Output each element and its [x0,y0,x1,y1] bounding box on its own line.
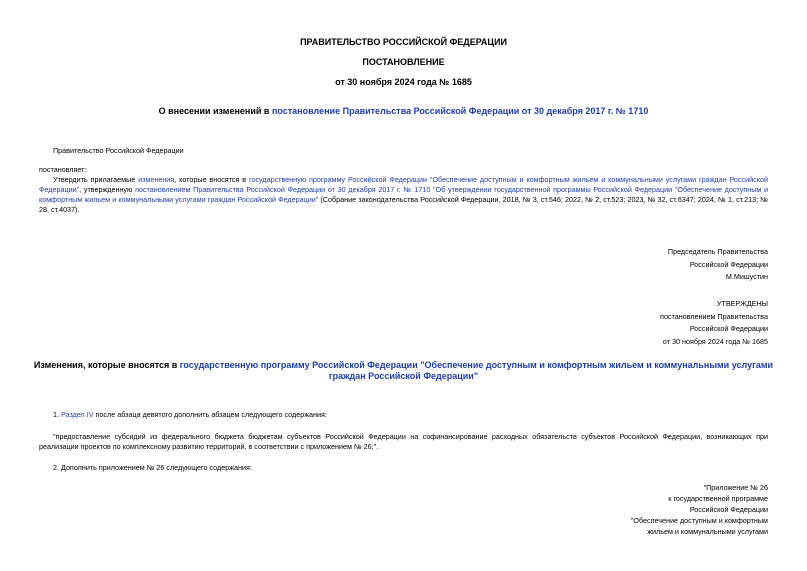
changes-title-prefix: Изменения, которые вносятся в [33,360,180,370]
document-title [0,106,807,117]
appendix-country: Российской Федерации [689,505,768,514]
change-item-2: 2. Дополнить приложением № 26 следующего содержания: [53,463,252,472]
amended-decree-link[interactable]: постановление Правительства Российской Федерации от 30 декабря 2017 г. № 1710 [271,106,649,116]
approval-date: от 30 ноября 2024 года № 1685 [662,336,768,346]
document-title-prefix: О внесении изменений в [158,106,272,116]
decree-text: постановляет: [39,165,87,174]
issuer-text: Правительство Российской Федерации [53,146,184,155]
approval-country: Российской Федерации [689,324,768,333]
decree-1710-link[interactable]: постановлением Правительства Российской Федерации от 30 декабря 2017 г. № 1710 "Об утверждении государственной программы Российской Федерации "Обеспечение доступным и комфортным жильем и коммунальными услугами граждан Российской Федерации" [39,185,769,204]
approval-block [660,298,768,348]
approval-decree: постановлением Правительства [660,311,768,321]
document-type: ПОСТАНОВЛЕНИЕ [362,57,445,67]
changes-program-link[interactable]: государственную программу Российской Федерации "Обеспечение доступным и комфортным жильем и коммунальными услугами граждан Российской Федерации" [179,360,774,381]
document-date-number: от 30 ноября 2024 года № 1685 [335,77,472,87]
appendix-program-name-2: жильем и коммунальными услугами [647,527,768,536]
resolution-text-b: , которые вносятся в [174,175,249,184]
appendix-program-name-1: "Обеспечение доступным и комфортным [630,516,768,525]
resolution-paragraph [39,175,768,215]
signature-country: Российской Федерации [689,259,768,269]
resolution-text-d: (Собрание законодательства Российской Федерации, 2018, № 3, ст.546; 2022, № 2, ст.523; 2023, № 32, ст.6347; 2024, № 1, ст.213; № 28, ст.4037). [39,195,768,214]
appendix-block [631,482,768,537]
section-iv-link[interactable]: Раздел IV [61,410,94,419]
change-item-1-quote: "предоставление субсидий из федерального бюджета бюджетам субъектов Российской Федерации на софинансирование расходных обязательств субъектов Российской Федерации, возникающих при реализации проектов по комплексному развитию территорий, в соответствии с приложением № 26;". [39,432,768,451]
resolution-text-a: Утвердить прилагаемые [53,175,139,184]
signature-name: М.Мишустин [725,272,768,281]
change-item-1-number: 1. [53,410,61,419]
approval-heading: УТВЕРЖДЕНЫ [716,299,768,308]
appendix-number: "Приложение № 26 [703,483,768,492]
appendix-program: к государственной программе [668,494,768,503]
state-program-link[interactable]: государственную программу Российской Федерации "Обеспечение доступным и комфортным жильем и коммунальными услугами граждан Российской Федерации" [39,175,768,194]
changes-title [30,360,777,382]
government-title: ПРАВИТЕЛЬСТВО РОССИЙСКОЙ ФЕДЕРАЦИИ [300,37,507,47]
resolution-text-c: , утвержденную [79,185,136,194]
signature-position: Председатель Правительства [667,247,768,256]
changes-link[interactable]: изменения [138,175,175,184]
change-item-1 [53,410,327,420]
signature-block [668,246,768,284]
change-item-1-text: после абзаца девятого дополнить абзацем следующего содержания: [93,410,327,419]
